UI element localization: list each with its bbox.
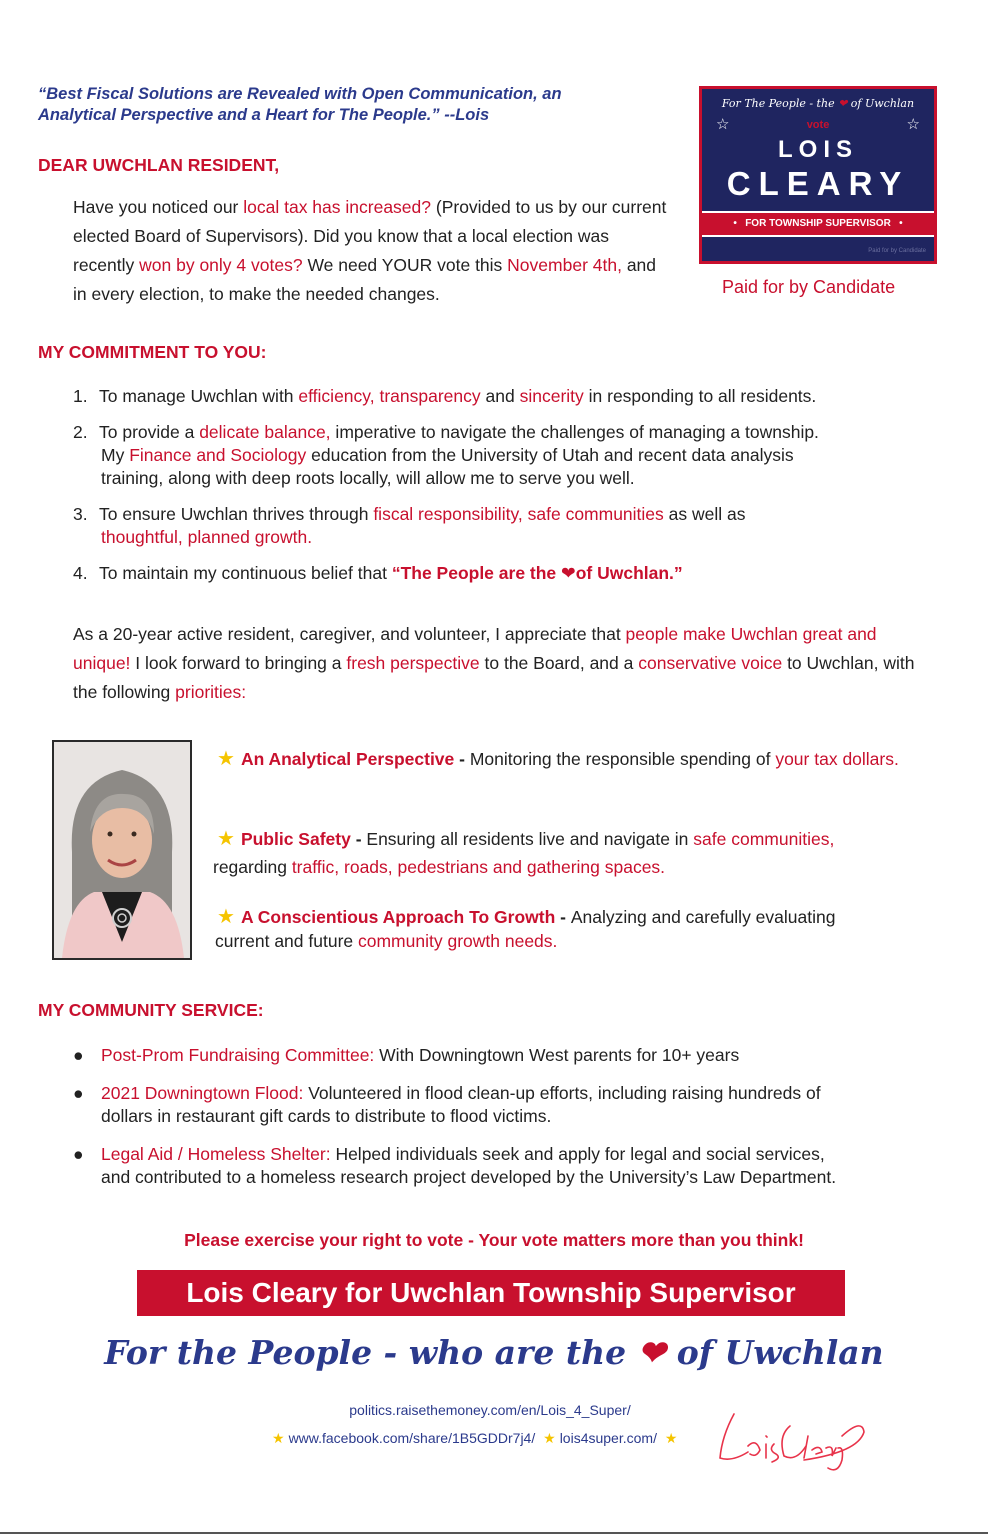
service-item-1: ● Post-Prom Fundraising Committee: With Downingtown West parents for 10+ years	[73, 1045, 740, 1065]
commitment-item-1: 1. To manage Uwchlan with efficiency, transparency and sincerity in responding to all residents.	[73, 386, 817, 406]
star-icon: ★	[217, 748, 235, 770]
sign-first-name: LOIS	[777, 136, 858, 163]
facebook-link[interactable]: www.facebook.com/share/1B5GDDr7j4/	[288, 1430, 536, 1446]
commitment-heading: MY COMMITMENT TO YOU:	[38, 342, 267, 362]
campaign-tagline: For the People - who are the ❤ of Uwchlan	[104, 1333, 884, 1372]
greeting-heading: DEAR UWCHLAN RESIDENT,	[38, 155, 280, 175]
star-icon: ★	[272, 1430, 285, 1446]
heart-icon: ❤	[561, 563, 576, 583]
star-icon: ★	[664, 1430, 678, 1446]
paid-caption: Paid for by Candidate	[722, 277, 896, 297]
heart-icon: ❤	[838, 97, 848, 110]
service-item-2: ● 2021 Downingtown Flood: Volunteered in flood clean-up efforts, including raising hundreds of dollars in restaurant gift cards to distribute to flood victims.	[73, 1083, 821, 1126]
star-icon: ★	[217, 906, 235, 928]
raisethemoney-link[interactable]: politics.raisethemoney.com/en/Lois_4_Super/	[349, 1402, 631, 1418]
sign-last-name: CLEARY	[726, 165, 910, 202]
campaign-sign	[699, 86, 937, 264]
page-bottom-rule	[0, 1532, 988, 1534]
candidate-photo	[52, 740, 192, 960]
sign-tagline: For The People - the ❤ of Uwchlan	[721, 97, 915, 110]
commitment-item-4: 4. To maintain my continuous belief that “The People are the ❤of Uwchlan.”	[73, 563, 683, 583]
candidate-quote: “Best Fiscal Solutions are Revealed with Open Communication, an Analytical Perspective and a Heart for The People.” --Lois	[38, 85, 562, 124]
resident-paragraph: As a 20-year active resident, caregiver, and volunteer, I appreciate that people make Uwchlan great and unique! I look forward to bringing a fresh perspective to the Board, and a conservative voice to Uwchlan, with the following priorities:	[73, 624, 915, 702]
links-row	[268, 1430, 681, 1447]
priority-item-1: ★ An Analytical Perspective - Monitoring the responsible spending of your tax dollars.	[217, 748, 899, 770]
priority-item-3: ★ A Conscientious Approach To Growth - Analyzing and carefully evaluating current and future community growth needs.	[215, 906, 836, 951]
service-heading: MY COMMUNITY SERVICE:	[38, 1000, 264, 1020]
commitment-item-2: 2. To provide a delicate balance, imperative to navigate the challenges of managing a township. My Finance and Sociology education from the University of Utah and recent data analysis training, along with deep roots locally, will allow me to serve you well.	[73, 422, 819, 488]
star-icon: ★	[543, 1430, 556, 1446]
sign-vote: vote	[806, 119, 830, 131]
sign-paid-note: Paid for by Candidate	[868, 248, 926, 254]
priority-item-2: ★ Public Safety - Ensuring all residents live and navigate in safe communities, regarding traffic, roads, pedestrians and gathering spaces.	[213, 828, 835, 877]
vote-call-to-action: Please exercise your right to vote - Your vote matters more than you think!	[184, 1230, 804, 1250]
star-icon: ★	[217, 828, 235, 850]
commitment-item-3: 3. To ensure Uwchlan thrives through fiscal responsibility, safe communities as well as thoughtful, planned growth.	[73, 504, 746, 547]
campaign-banner: Lois Cleary for Uwchlan Township Supervisor	[137, 1270, 845, 1316]
signature	[712, 1396, 872, 1476]
service-item-3: ● Legal Aid / Homeless Shelter: Helped individuals seek and apply for legal and social services, and contributed to a homeless research project developed by the University’s Law Department.	[73, 1144, 837, 1187]
sign-office-bar: • FOR TOWNSHIP SUPERVISOR •	[702, 211, 934, 237]
star-icon: ☆	[716, 116, 730, 133]
website-link[interactable]: lois4super.com/	[559, 1430, 657, 1446]
intro-paragraph: Have you noticed our local tax has increased? (Provided to us by our current elected Board of Supervisors). Did you know that a local election was recently won by only 4 votes? We need YOUR vote this November 4th, and in every election, to make the needed changes.	[73, 197, 667, 304]
star-icon: ☆	[906, 116, 920, 133]
heart-icon: ❤	[637, 1333, 666, 1372]
